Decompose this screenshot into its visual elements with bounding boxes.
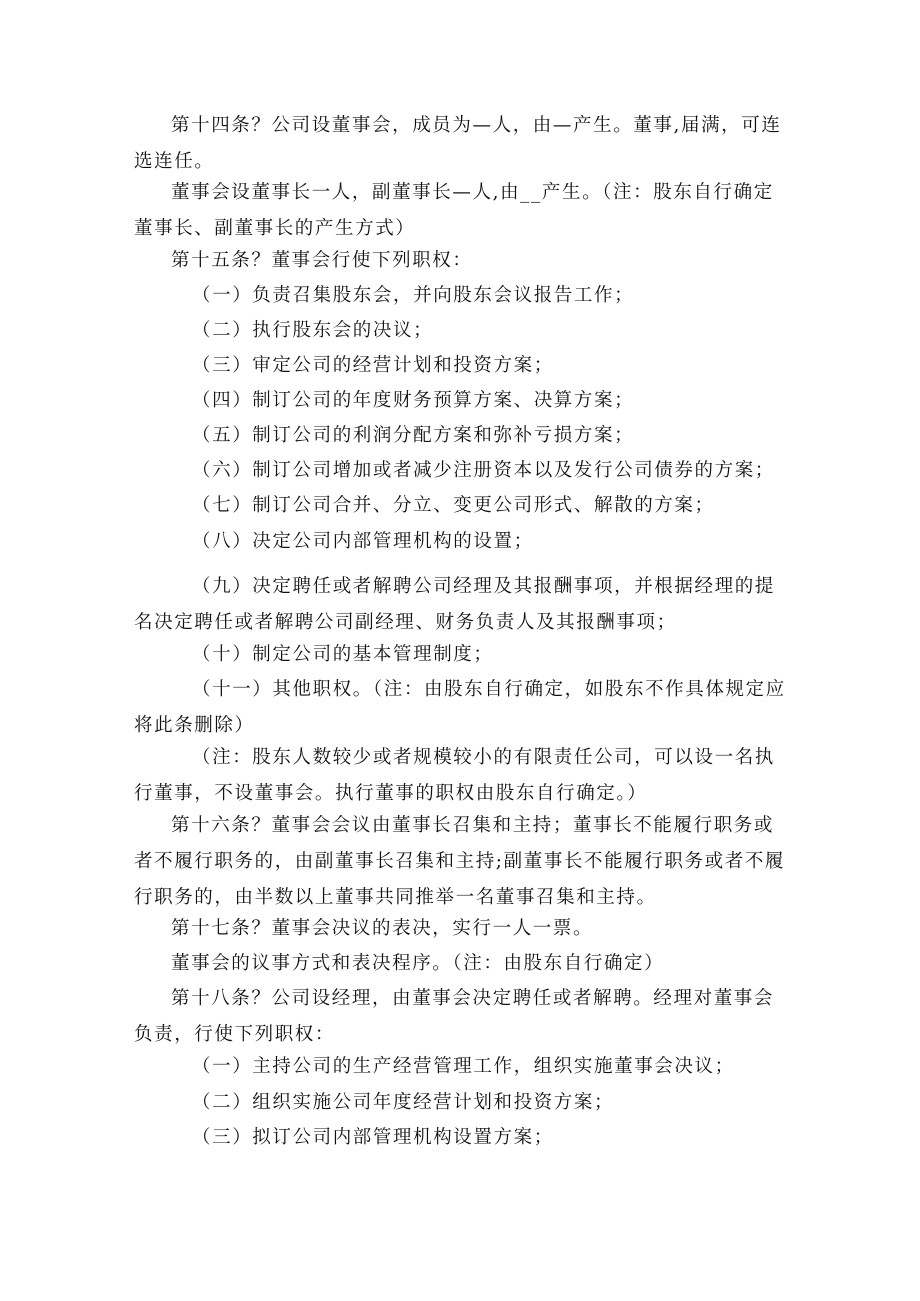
board-power-item-2: （二）执行股东会的决议；: [192, 320, 434, 341]
board-power-item-10: （十）制定公司的基本管理制度；: [192, 644, 494, 665]
article-16-paragraph: 第十六条？董事会会议由董事长召集和主持；董事长不能履行职务或者不履行职务的，由副董事长召集和主持;副董事长不能履行职务或者不履行职务的，由半数以上董事共同推举一名董事召集和主持。: [134, 815, 786, 908]
board-power-item-5: （五）制订公司的利润分配方案和弥补亏损方案；: [192, 425, 635, 446]
article-14-paragraph: 第十四条？公司设董事会，成员为—人，由—产生。董事,届满，可连选连任。: [134, 115, 782, 172]
article-15-paragraph: 第十五条？董事会行使下列职权：: [171, 250, 473, 271]
manager-power-item-2: （二）组织实施公司年度经营计划和投资方案；: [192, 1092, 615, 1113]
board-power-item-4: （四）制订公司的年度财务预算方案、决算方案；: [192, 390, 635, 411]
board-power-item-1: （一）负责召集股东会，并向股东会议报告工作；: [192, 285, 635, 306]
manager-power-item-1: （一）主持公司的生产经营管理工作，组织实施董事会决议；: [192, 1056, 735, 1077]
article-18-paragraph: 第十八条？公司设经理，由董事会决定聘任或者解聘。经理对董事会负责，行使下列职权：: [134, 988, 775, 1045]
manager-power-item-3: （三）拟订公司内部管理机构设置方案；: [192, 1127, 554, 1148]
board-procedure-paragraph: 董事会的议事方式和表决程序。（注：由股东自行确定）: [171, 953, 665, 974]
board-power-item-7: （七）制订公司合并、分立、变更公司形式、解散的方案；: [192, 495, 715, 516]
board-power-item-9: （九）决定聘任或者解聘公司经理及其报酬事项，并根据经理的提名决定聘任或者解聘公司副经理、财务负责人及其报酬事项；: [134, 576, 775, 633]
board-chairman-paragraph: 董事会设董事长一人，副董事长—人,由__产生。（注：股东自行确定董事长、副董事长的产生方式）: [134, 182, 774, 239]
executive-director-note: （注：股东人数较少或者规模较小的有限责任公司，可以设一名执行董事，不设董事会。执行董事的职权由股东自行确定。）: [134, 747, 775, 804]
board-power-item-3: （三）审定公司的经营计划和投资方案；: [192, 355, 554, 376]
board-power-item-6: （六）制订公司增加或者减少注册资本以及发行公司债券的方案；: [192, 460, 775, 481]
board-power-item-8: （八）决定公司内部管理机构的设置；: [192, 531, 534, 552]
article-17-paragraph: 第十七条？董事会决议的表决，实行一人一票。: [171, 918, 594, 939]
board-power-item-11: （十一）其他职权。（注：由股东自行确定，如股东不作具体规定应将此条删除）: [134, 679, 786, 736]
